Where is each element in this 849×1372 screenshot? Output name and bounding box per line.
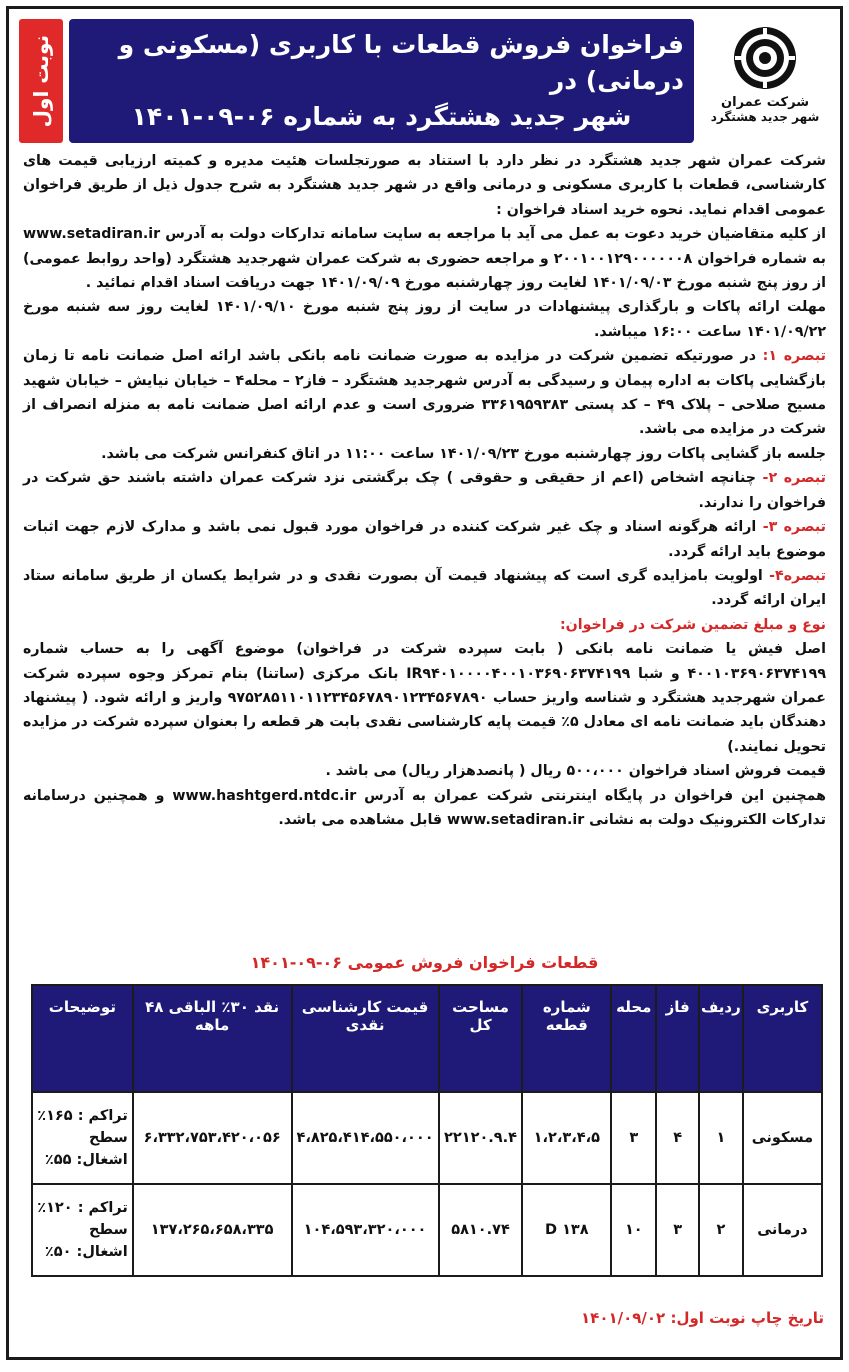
note1-text: در صورتیکه تضمین شرکت در مزایده به صورت ضمانت نامه بانکی باشد ارائه اصل ضمانت نامه تا زمان بازگشایی پاکات به اداره پیمان و رسیدگی به آدرس شهرجدید هشتگرد – فاز۲ – محله۴ – خیابان نیایش – خیابان شهید مسیح صلاحی – پلاک ۴۹ – کد پستی ۳۳۶۱۹۵۹۳۸۳ ضروری است و عدم ارائه اصل ضمانت نامه به منزله انصراف از شرکت در مزایده می باشد.	[23, 348, 826, 438]
turn-badge-label: نوبت اول	[29, 34, 53, 128]
cell-usage: مسکونی	[743, 1092, 822, 1184]
purchase-text-b: به شماره فراخوان ۲۰۰۱۰۰۱۲۹۰۰۰۰۰۰۸ و مراجعه حضوری به شرکت عمران شهرجدید هشتگرد (واحد روابط عمومی) از روز پنج شنبه مورخ ۱۴۰۱/۰۹/۰۳ لغایت روز چهارشنبه مورخ ۱۴۰۱/۰۹/۰۹ جهت دریافت اسناد اقدام نمائید .	[23, 250, 826, 292]
table-header-row	[32, 985, 822, 1092]
deadline-paragraph: مهلت ارائه پاکات و بارگذاری پیشنهادات در سایت از روز پنج شنبه مورخ ۱۴۰۱/۰۹/۱۰ لغایت روز سه شنبه مورخ ۱۴۰۱/۰۹/۲۲ ساعت ۱۶:۰۰ میباشد.	[23, 299, 827, 340]
cell-total-area: ۵۸۱۰.۷۴	[439, 1184, 523, 1276]
web-text-b: و همچنین درسامانه تدارکات الکترونیک دولت به نشانی	[23, 787, 826, 828]
purchase-heading: نحوه خرید اسناد فراخوان :	[496, 201, 684, 218]
header-district: محله	[611, 985, 656, 1092]
advertisement-page	[6, 6, 843, 1360]
header-installment-price: نقد ۳۰٪ الباقی ۴۸ ماهه	[133, 985, 292, 1092]
cell-usage: درمانی	[743, 1184, 822, 1276]
note2-paragraph	[23, 466, 826, 515]
note2-text: چنانچه اشخاص (اعم از حقیقی و حقوقی ) چک برگشتی نزد شرکت عمران داشته باشند حق شرکت در فراخوان را ندارند.	[23, 470, 826, 511]
guarantee-paragraph: اصل فیش یا ضمانت نامه بانکی ( بابت سپرده شرکت در فراخوان) موضوع آگهی را به حساب شماره ۴۰۰۱۰۳۶۹۰۶۳۷۴۱۹۹ و شبا IR۹۴۰۱۰۰۰۰۴۰۰۱۰۳۶۹۰۶۳۷۴۱۹۹ بانک مرکزی (ساتنا) بنام تمرکز وجوه سپرده شرکت عمران شهرجدید هشتگرد و شناسه واریز حساب ۹۷۵۲۸۵۱۱۰۱۱۲۳۴۵۶۷۸۹۰۱۲۳۴۵۶۷۸۹۰ واریز و ارائه شود. ( پیشنهاد دهندگان باید ضمانت نامه ای معادل ۵٪ قیمت پایه کارشناسی نقدی بابت هر قطعه را بعنوان سپرده شرکت در مزایده تحویل نمایند.)	[23, 641, 827, 755]
intro-paragraph	[23, 149, 826, 222]
cell-notes: تراکم : ۱۶۵٪ سطح اشغال: ۵۵٪	[32, 1092, 133, 1184]
table-row	[32, 1184, 822, 1276]
cell-phase: ۴	[656, 1092, 698, 1184]
header	[19, 19, 830, 143]
note2-label: تبصره ۲-	[762, 470, 826, 487]
header-cash-price: قیمت کارشناسی نقدی	[292, 985, 439, 1092]
announcement-body	[23, 149, 826, 832]
table-row	[32, 1092, 822, 1184]
intro-text: شرکت عمران شهر جدید هشتگرد در نظر دارد با استناد به صورتجلسات هئیت مدیره و کمیته ارزیابی قیمت های کارشناسی، قطعات با کاربری مسکونی و درمانی واقع در شهر جدید هشتگرد به شرح جدول ذیل از طریق فراخوان عمومی اقدام نماید.	[23, 153, 826, 218]
header-total-area: مساحت کل	[439, 985, 523, 1092]
header-usage: کاربری	[743, 985, 822, 1092]
note4-text: اولویت بامزایده گری است که پیشنهاد قیمت آن بصورت نقدی و در شرایط یکسان از طریق سامانه ستاد ایران ارائه گردد.	[23, 567, 826, 609]
title-line-1: فراخوان فروش قطعات با کاربری (مسکونی و درمانی) در	[118, 29, 684, 95]
title-banner	[69, 19, 694, 143]
company-logo	[700, 19, 830, 143]
cell-total-area: ۲۲۱۲۰.۹.۴	[439, 1092, 523, 1184]
cell-phase: ۳	[656, 1184, 698, 1276]
cell-cash-price: ۴،۸۲۵،۴۱۴،۵۵۰،۰۰۰	[292, 1092, 439, 1184]
cell-notes: تراکم : ۱۲۰٪ سطح اشغال: ۵۰٪	[32, 1184, 133, 1276]
header-row-number: ردیف	[699, 985, 743, 1092]
cell-district: ۳	[611, 1092, 656, 1184]
header-phase: فاز	[656, 985, 698, 1092]
cell-lot-number: ۱،۲،۳،۴،۵	[522, 1092, 611, 1184]
cell-installment-price: ۱۳۷،۲۶۵،۶۵۸،۳۳۵	[133, 1184, 292, 1276]
note1-label: تبصره ۱:	[762, 348, 826, 365]
cell-row-number: ۲	[699, 1184, 743, 1276]
note4-paragraph	[23, 564, 826, 613]
turn-badge	[19, 19, 63, 143]
setadiran-link-2[interactable]: www.setadiran.ir	[447, 811, 585, 828]
cell-installment-price: ۶،۳۳۲،۷۵۳،۴۲۰،۰۵۶	[133, 1092, 292, 1184]
table-title: قطعات فراخوان فروش عمومی ۰۶-۰۹-۱۴۰۱	[250, 953, 599, 972]
lots-table	[31, 984, 823, 1277]
header-notes: توضیحات	[32, 985, 133, 1092]
cell-cash-price: ۱۰۴،۵۹۳،۳۲۰،۰۰۰	[292, 1184, 439, 1276]
web-text-c: قابل مشاهده می باشد.	[278, 811, 443, 828]
title-line-2: شهر جدید هشتگرد به شماره ۰۶-۰۹-۱۴۰۱	[131, 102, 632, 132]
logo-text-city: شهر جدید هشتگرد	[710, 110, 820, 124]
company-logo-icon	[732, 25, 798, 91]
print-date: تاریخ چاپ نوبت اول: ۱۴۰۱/۰۹/۰۲	[581, 1309, 824, 1327]
logo-text-company: شرکت عمران	[721, 95, 809, 110]
note4-label: تبصره۴-	[769, 567, 826, 584]
setadiran-link[interactable]: www.setadiran.ir	[23, 226, 161, 243]
opening-paragraph: جلسه باز گشایی پاکات روز چهارشنبه مورخ ۱۴۰۱/۰۹/۲۳ ساعت ۱۱:۰۰ در اتاق کنفرانس شرکت می باشد.	[101, 445, 826, 462]
purchase-text-a: از کلیه متقاضیان خرید دعوت به عمل می آید با مراجعه به سایت سامانه تدارکات دولت به آدرس	[165, 226, 826, 243]
note3-text: ارائه هرگونه اسناد و چک غیر شرکت کننده در فراخوان مورد قبول نمی باشد و مدارک لازم جهت اثبات موضوع باید ارائه گردد.	[23, 519, 826, 560]
price-paragraph: قیمت فروش اسناد فراخوان ۵۰۰،۰۰۰ ریال ( پانصدهزار ریال) می باشد .	[325, 763, 826, 780]
guarantee-heading: نوع و مبلغ تضمین شرکت در فراخوان:	[559, 616, 826, 633]
web-paragraph	[23, 784, 826, 833]
note3-label: تبصره ۳-	[762, 519, 826, 536]
header-lot-number: شماره قطعه	[522, 985, 611, 1092]
hashtgerd-link[interactable]: www.hashtgerd.ntdc.ir	[172, 787, 357, 804]
web-text-a: همچنین این فراخوان در پایگاه اینترنتی شرکت عمران به آدرس	[364, 787, 826, 804]
cell-lot-number: D ۱۳۸	[522, 1184, 611, 1276]
note3-paragraph	[23, 515, 826, 564]
cell-district: ۱۰	[611, 1184, 656, 1276]
cell-row-number: ۱	[699, 1092, 743, 1184]
purchase-paragraph	[23, 222, 826, 295]
note1-paragraph	[23, 344, 826, 442]
